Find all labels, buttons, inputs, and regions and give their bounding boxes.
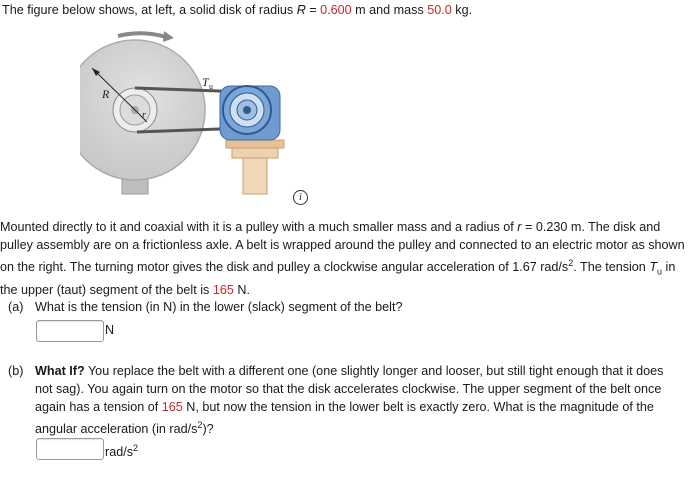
paragraph-line-2: pulley assembly are on a frictionless axle. A belt is wrapped around the pulley and connected to an electric motor as shown [0,238,685,252]
label-R: R [102,87,110,101]
part-b-question [35,362,685,438]
radius-symbol: R [296,3,306,17]
motor-stand-top [226,140,284,148]
text-span: in [662,260,676,274]
rotation-arrowhead [163,31,174,42]
part-b-unit [105,439,138,461]
label-Tu-sub: u [209,82,213,91]
intro-text-3: kg. [451,3,473,17]
part-a-label: (a) [8,300,24,314]
text-span: Mounted directly to it and coaxial with it is a pulley with a much smaller mass and a radius of [0,220,518,234]
part-a-question: What is the tension (in N) in the lower (slack) segment of the belt? [35,300,403,314]
rotation-arrow [118,33,166,37]
subscript: u [657,266,663,277]
part-a-answer-input[interactable] [36,320,104,342]
part-b-line-1 [35,362,685,380]
text-span: N. [233,282,250,297]
paragraph-line-4 [0,281,696,299]
mass-value: 50.0 [427,3,452,17]
text-span: )? [202,422,214,436]
part-b-line-2: not sag). You again turn on the motor so that the disk accelerates clockwise. The upper segment of the belt once [35,382,662,396]
text-span: You replace the belt with a different one (one slightly longer and looser, but still tight enough that it does [84,364,664,378]
disk-pulley-motor-figure [80,28,295,196]
radius-value: 0.600 [320,3,352,17]
tension-value: 165 [212,282,234,297]
unit-superscript: 2 [133,443,139,453]
intro-text: The figure below shows, at left, a solid disk of radius [2,3,297,17]
intro-text-2: m and mass [351,3,428,17]
what-if-label: What If? [35,364,85,378]
text-span: N, but now the tension in the lower belt is exactly zero. What is the magnitude of the [182,400,654,414]
label-r: r [142,110,146,121]
part-b-answer-input[interactable] [36,438,104,460]
problem-paragraph [0,218,696,299]
superscript: 2 [568,258,574,268]
motor-stand-leg [243,158,267,194]
motor-shaft [243,106,251,114]
info-icon[interactable]: i [293,190,308,205]
paragraph-line-1 [0,218,696,236]
text-span: the upper (taut) segment of the belt is [0,282,213,297]
paragraph-line-3 [0,254,696,281]
r-symbol: r [517,220,522,234]
superscript: 2 [197,420,203,430]
text-span: on the right. The turning motor gives the disk and pulley a clockwise angular acceleration of 1.67 rad/s [0,260,569,274]
T-symbol: T [649,260,658,274]
part-b-line-3 [35,398,685,416]
text-span: again has a tension of [35,400,162,414]
tension-value: 165 [161,400,183,414]
motor-stand-mid [232,148,278,158]
label-Tu: T [202,75,209,89]
intro-line [2,2,472,18]
equals-sign: = [305,3,321,17]
unit-text: rad/s [105,445,133,459]
text-span: = 0.230 m. The disk and [521,220,661,234]
part-a-unit: N [105,323,115,337]
part-b-label: (b) [8,364,24,378]
text-span: . The tension [573,260,650,274]
part-b-line-4 [35,416,685,438]
text-span: angular acceleration (in rad/s [35,422,198,436]
